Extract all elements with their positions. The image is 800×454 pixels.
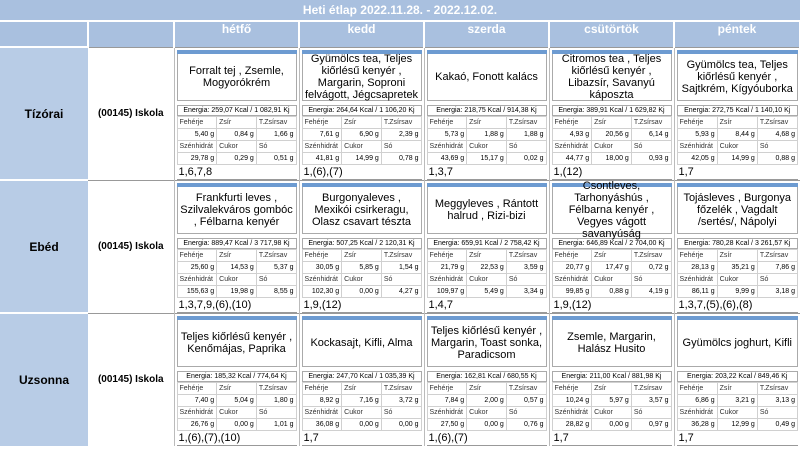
value-tzsirsav: 3,72 g	[381, 394, 421, 406]
value-zsir: 5,97 g	[592, 394, 632, 406]
food-items: Gyümölcs tea, Teljes kiőrlésű kenyér , Sajtkrém, Kígyóuborka	[677, 54, 799, 101]
menu-table	[0, 20, 800, 446]
label-szenhidrat: Szénhidrát	[552, 273, 592, 285]
value-tzsirsav: 1,66 g	[256, 128, 296, 140]
label-cukor: Cukor	[217, 140, 257, 152]
label-so: Só	[506, 406, 546, 418]
label-so: Só	[381, 406, 421, 418]
label-zsir: Zsír	[467, 249, 507, 261]
label-zsir: Zsír	[717, 382, 757, 394]
value-so: 3,18 g	[757, 285, 797, 297]
value-feherje: 21,79 g	[427, 261, 467, 273]
value-tzsirsav: 2,39 g	[381, 128, 421, 140]
value-zsir: 7,16 g	[342, 394, 382, 406]
label-so: Só	[256, 140, 296, 152]
day-header-row	[0, 21, 800, 47]
value-cukor: 0,00 g	[592, 418, 632, 430]
menu-cell	[300, 50, 424, 180]
energy-value: Energia: 646,89 Kcal / 2 704,00 Kj	[552, 238, 672, 249]
label-szenhidrat: Szénhidrát	[677, 273, 717, 285]
menu-cell	[175, 183, 299, 313]
value-zsir: 1,88 g	[467, 128, 507, 140]
energy-value: Energia: 272,75 Kcal / 1 140,10 Kj	[677, 105, 799, 116]
nutrition-table	[177, 116, 297, 165]
value-zsir: 17,47 g	[592, 261, 632, 273]
value-zsir: 3,21 g	[717, 394, 757, 406]
header-corner-school	[88, 21, 174, 47]
menu-cell	[550, 183, 674, 313]
label-zsir: Zsír	[717, 249, 757, 261]
meal-name: Uzsonna	[0, 313, 88, 446]
day-cell	[299, 47, 424, 180]
energy-value: Energia: 218,75 Kcal / 914,38 Kj	[427, 105, 547, 116]
food-items: Tarhonyáshús , Félbarna kenyér , Vegyes vágott savanyúság	[552, 187, 672, 234]
label-tzsirsav: T.Zsírsav	[757, 116, 797, 128]
label-tzsirsav: T.Zsírsav	[256, 382, 296, 394]
energy-value: Energia: 264,64 Kcal / 1 106,20 Kj	[302, 105, 422, 116]
menu-cell	[300, 316, 424, 446]
label-szenhidrat: Szénhidrát	[427, 406, 467, 418]
allergen-codes: 1,(6),(7)	[427, 431, 547, 446]
day-cell	[549, 47, 674, 180]
label-szenhidrat: Szénhidrát	[427, 273, 467, 285]
value-szenhidrat: 36,28 g	[677, 418, 717, 430]
food-items: Frankfurti leves , Szilvalekváros gombóc , Félbarna kenyér	[177, 187, 297, 234]
day-cell	[549, 313, 674, 446]
value-cukor: 14,99 g	[342, 152, 382, 164]
value-feherje: 10,24 g	[552, 394, 592, 406]
value-tzsirsav: 5,37 g	[256, 261, 296, 273]
value-feherje: 20,77 g	[552, 261, 592, 273]
day-header-wednesday: szerda	[424, 21, 549, 47]
label-zsir: Zsír	[467, 382, 507, 394]
label-feherje: Fehérje	[177, 249, 217, 261]
day-cell	[299, 180, 424, 313]
label-szenhidrat: Szénhidrát	[177, 273, 217, 285]
energy-value: Energia: 389,91 Kcal / 1 629,82 Kj	[552, 105, 672, 116]
value-cukor: 9,99 g	[717, 285, 757, 297]
value-cukor: 5,49 g	[467, 285, 507, 297]
label-feherje: Fehérje	[302, 249, 342, 261]
value-so: 3,34 g	[506, 285, 546, 297]
meal-row	[0, 180, 800, 313]
label-szenhidrat: Szénhidrát	[677, 406, 717, 418]
allergen-codes: 1,(12)	[552, 165, 672, 180]
label-szenhidrat: Szénhidrát	[552, 406, 592, 418]
day-cell	[424, 180, 549, 313]
value-tzsirsav: 1,80 g	[256, 394, 296, 406]
label-feherje: Fehérje	[427, 249, 467, 261]
menu-cell	[675, 316, 800, 446]
value-so: 4,19 g	[631, 285, 671, 297]
allergen-codes: 1,6,7,8	[177, 165, 297, 180]
label-zsir: Zsír	[592, 382, 632, 394]
label-tzsirsav: T.Zsírsav	[506, 116, 546, 128]
food-items: Teljes kiőrlésű kenyér , Kenőmájas, Paprika	[177, 320, 297, 367]
label-zsir: Zsír	[217, 116, 257, 128]
label-so: Só	[256, 406, 296, 418]
value-cukor: 0,00 g	[217, 418, 257, 430]
label-cukor: Cukor	[717, 140, 757, 152]
label-szenhidrat: Szénhidrát	[552, 140, 592, 152]
label-so: Só	[381, 140, 421, 152]
label-feherje: Fehérje	[427, 116, 467, 128]
day-cell	[424, 313, 549, 446]
value-tzsirsav: 4,68 g	[757, 128, 797, 140]
menu-cell	[300, 183, 424, 313]
allergen-codes: 1,3,7	[427, 165, 547, 180]
label-so: Só	[506, 140, 546, 152]
label-szenhidrat: Szénhidrát	[427, 140, 467, 152]
label-szenhidrat: Szénhidrát	[302, 273, 342, 285]
energy-value: Energia: 247,70 Kcal / 1 035,39 Kj	[302, 371, 422, 382]
label-feherje: Fehérje	[552, 382, 592, 394]
value-zsir: 6,90 g	[342, 128, 382, 140]
label-zsir: Zsír	[592, 116, 632, 128]
energy-value: Energia: 780,28 Kcal / 3 261,57 Kj	[677, 238, 799, 249]
food-items: Citromos tea , Teljes kiőrlésű kenyér , Libazsír, Savanyú káposzta	[552, 54, 672, 101]
value-szenhidrat: 99,85 g	[552, 285, 592, 297]
value-szenhidrat: 36,08 g	[302, 418, 342, 430]
label-szenhidrat: Szénhidrát	[302, 140, 342, 152]
label-tzsirsav: T.Zsírsav	[506, 249, 546, 261]
value-tzsirsav: 1,54 g	[381, 261, 421, 273]
allergen-codes: 1,9,(12)	[552, 298, 672, 313]
nutrition-table	[677, 116, 799, 165]
value-so: 0,78 g	[381, 152, 421, 164]
day-cell	[674, 47, 800, 180]
value-so: 0,93 g	[631, 152, 671, 164]
label-zsir: Zsír	[342, 382, 382, 394]
energy-value: Energia: 507,25 Kcal / 2 120,31 Kj	[302, 238, 422, 249]
energy-value: Energia: 162,81 Kcal / 680,55 Kj	[427, 371, 547, 382]
value-feherje: 7,61 g	[302, 128, 342, 140]
label-so: Só	[631, 406, 671, 418]
value-cukor: 0,29 g	[217, 152, 257, 164]
value-so: 0,76 g	[506, 418, 546, 430]
label-feherje: Fehérje	[677, 382, 717, 394]
value-szenhidrat: 86,11 g	[677, 285, 717, 297]
nutrition-table	[177, 249, 297, 298]
day-cell	[424, 47, 549, 180]
label-so: Só	[757, 140, 797, 152]
value-zsir: 8,44 g	[717, 128, 757, 140]
value-zsir: 2,00 g	[467, 394, 507, 406]
allergen-codes: 1,7	[677, 165, 799, 180]
label-cukor: Cukor	[592, 140, 632, 152]
nutrition-table	[427, 382, 547, 431]
allergen-codes: 1,7	[677, 431, 799, 446]
value-zsir: 5,85 g	[342, 261, 382, 273]
label-tzsirsav: T.Zsírsav	[381, 116, 421, 128]
energy-value: Energia: 259,07 Kcal / 1 082,91 Kj	[177, 105, 297, 116]
label-feherje: Fehérje	[177, 382, 217, 394]
label-zsir: Zsír	[467, 116, 507, 128]
value-feherje: 7,40 g	[177, 394, 217, 406]
label-cukor: Cukor	[592, 406, 632, 418]
value-feherje: 5,40 g	[177, 128, 217, 140]
nutrition-table	[677, 382, 799, 431]
label-szenhidrat: Szénhidrát	[677, 140, 717, 152]
value-so: 1,01 g	[256, 418, 296, 430]
energy-value: Energia: 203,22 Kcal / 849,46 Kj	[677, 371, 799, 382]
label-tzsirsav: T.Zsírsav	[631, 249, 671, 261]
label-cukor: Cukor	[717, 406, 757, 418]
day-cell	[174, 313, 299, 446]
value-tzsirsav: 3,59 g	[506, 261, 546, 273]
value-zsir: 22,53 g	[467, 261, 507, 273]
energy-value: Energia: 185,32 Kcal / 774,64 Kj	[177, 371, 297, 382]
page-title: Heti étlap 2022.11.28. - 2022.12.02.	[0, 0, 800, 20]
value-so: 4,27 g	[381, 285, 421, 297]
label-cukor: Cukor	[217, 406, 257, 418]
label-zsir: Zsír	[342, 116, 382, 128]
energy-value: Energia: 889,47 Kcal / 3 717,98 Kj	[177, 238, 297, 249]
value-feherje: 28,13 g	[677, 261, 717, 273]
menu-cell	[425, 50, 549, 180]
nutrition-table	[677, 249, 799, 298]
food-items: Kockasajt, Kifli, Alma	[302, 320, 422, 367]
label-feherje: Fehérje	[302, 116, 342, 128]
allergen-codes: 1,7	[302, 431, 422, 446]
value-so: 0,49 g	[757, 418, 797, 430]
food-items: Gyümölcs joghurt, Kifli	[677, 320, 799, 367]
value-feherje: 25,60 g	[177, 261, 217, 273]
food-items: Forralt tej , Zsemle, Mogyorókrém	[177, 54, 297, 101]
label-tzsirsav: T.Zsírsav	[757, 249, 797, 261]
value-cukor: 14,99 g	[717, 152, 757, 164]
label-feherje: Fehérje	[427, 382, 467, 394]
value-cukor: 0,00 g	[342, 418, 382, 430]
label-zsir: Zsír	[717, 116, 757, 128]
label-so: Só	[631, 273, 671, 285]
label-tzsirsav: T.Zsírsav	[631, 116, 671, 128]
menu-cell	[675, 183, 800, 313]
meal-row	[0, 47, 800, 180]
value-szenhidrat: 28,82 g	[552, 418, 592, 430]
value-szenhidrat: 26,76 g	[177, 418, 217, 430]
value-szenhidrat: 29,78 g	[177, 152, 217, 164]
value-feherje: 5,73 g	[427, 128, 467, 140]
menu-cell	[175, 50, 299, 180]
allergen-codes: 1,(6),(7),(10)	[177, 431, 297, 446]
label-so: Só	[757, 406, 797, 418]
allergen-codes: 1,4,7	[427, 298, 547, 313]
value-tzsirsav: 0,57 g	[506, 394, 546, 406]
menu-cell	[425, 316, 549, 446]
value-szenhidrat: 109,97 g	[427, 285, 467, 297]
label-cukor: Cukor	[717, 273, 757, 285]
value-so: 0,88 g	[757, 152, 797, 164]
day-cell	[299, 313, 424, 446]
value-so: 0,00 g	[381, 418, 421, 430]
menu-cell	[425, 183, 549, 313]
food-items: Burgonyaleves , Mexikói csirkeragu, Olasz csavart tészta	[302, 187, 422, 234]
label-so: Só	[631, 140, 671, 152]
label-zsir: Zsír	[342, 249, 382, 261]
value-cukor: 15,17 g	[467, 152, 507, 164]
value-tzsirsav: 1,88 g	[506, 128, 546, 140]
school-name: (00145) Iskola	[88, 313, 174, 446]
value-cukor: 18,00 g	[592, 152, 632, 164]
value-cukor: 19,98 g	[217, 285, 257, 297]
label-tzsirsav: T.Zsírsav	[506, 382, 546, 394]
value-feherje: 30,05 g	[302, 261, 342, 273]
day-cell	[674, 180, 800, 313]
label-tzsirsav: T.Zsírsav	[381, 249, 421, 261]
value-feherje: 5,93 g	[677, 128, 717, 140]
energy-value: Energia: 211,00 Kcal / 881,98 Kj	[552, 371, 672, 382]
value-feherje: 6,86 g	[677, 394, 717, 406]
nutrition-table	[552, 116, 672, 165]
label-tzsirsav: T.Zsírsav	[757, 382, 797, 394]
label-so: Só	[757, 273, 797, 285]
school-name: (00145) Iskola	[88, 47, 174, 180]
menu-cell	[550, 316, 674, 446]
nutrition-table	[302, 249, 422, 298]
value-zsir: 35,21 g	[717, 261, 757, 273]
value-so: 0,97 g	[631, 418, 671, 430]
label-feherje: Fehérje	[552, 249, 592, 261]
value-so: 0,02 g	[506, 152, 546, 164]
menu-body	[0, 47, 800, 446]
value-szenhidrat: 44,77 g	[552, 152, 592, 164]
value-so: 8,55 g	[256, 285, 296, 297]
label-cukor: Cukor	[217, 273, 257, 285]
day-cell	[174, 180, 299, 313]
energy-value: Energia: 659,91 Kcal / 2 758,42 Kj	[427, 238, 547, 249]
day-header-tuesday: kedd	[299, 21, 424, 47]
meal-row	[0, 313, 800, 446]
value-szenhidrat: 27,50 g	[427, 418, 467, 430]
value-zsir: 5,04 g	[217, 394, 257, 406]
value-zsir: 14,53 g	[217, 261, 257, 273]
menu-cell	[550, 50, 674, 180]
label-tzsirsav: T.Zsírsav	[381, 382, 421, 394]
value-feherje: 4,93 g	[552, 128, 592, 140]
value-tzsirsav: 7,86 g	[757, 261, 797, 273]
nutrition-table	[177, 382, 297, 431]
value-tzsirsav: 3,13 g	[757, 394, 797, 406]
allergen-codes: 1,3,7,9,(6),(10)	[177, 298, 297, 313]
label-feherje: Fehérje	[677, 249, 717, 261]
food-items: Kakaó, Fonott kalács	[427, 54, 547, 101]
day-header-monday: hétfő	[174, 21, 299, 47]
allergen-codes: 1,9,(12)	[302, 298, 422, 313]
school-name: (00145) Iskola	[88, 180, 174, 313]
label-cukor: Cukor	[342, 406, 382, 418]
value-tzsirsav: 0,72 g	[631, 261, 671, 273]
value-cukor: 12,99 g	[717, 418, 757, 430]
value-szenhidrat: 42,05 g	[677, 152, 717, 164]
label-so: Só	[256, 273, 296, 285]
value-szenhidrat: 41,81 g	[302, 152, 342, 164]
day-cell	[674, 313, 800, 446]
day-header-thursday: csütörtök	[549, 21, 674, 47]
value-tzsirsav: 6,14 g	[631, 128, 671, 140]
label-so: Só	[381, 273, 421, 285]
label-feherje: Fehérje	[552, 116, 592, 128]
label-tzsirsav: T.Zsírsav	[631, 382, 671, 394]
label-zsir: Zsír	[217, 249, 257, 261]
value-cukor: 0,88 g	[592, 285, 632, 297]
meal-name: Ebéd	[0, 180, 88, 313]
nutrition-table	[302, 116, 422, 165]
value-szenhidrat: 43,69 g	[427, 152, 467, 164]
nutrition-table	[427, 116, 547, 165]
food-items: Teljes kiőrlésű kenyér , Margarin, Toast sonka, Paradicsom	[427, 320, 547, 367]
label-cukor: Cukor	[467, 140, 507, 152]
menu-cell	[175, 316, 299, 446]
food-items: Tojásleves , Burgonya főzelék , Vagdalt /sertés/, Nápolyi	[677, 187, 799, 234]
day-header-friday: péntek	[674, 21, 800, 47]
meal-name: Tízórai	[0, 47, 88, 180]
label-cukor: Cukor	[342, 140, 382, 152]
food-items: Gyümölcs tea, Teljes kiőrlésű kenyér , Margarin, Soproni felvágott, Jégcsapretek	[302, 54, 422, 101]
value-feherje: 8,92 g	[302, 394, 342, 406]
value-zsir: 0,84 g	[217, 128, 257, 140]
value-szenhidrat: 155,63 g	[177, 285, 217, 297]
value-feherje: 7,84 g	[427, 394, 467, 406]
nutrition-table	[552, 382, 672, 431]
allergen-codes: 1,(6),(7)	[302, 165, 422, 180]
label-cukor: Cukor	[592, 273, 632, 285]
value-zsir: 20,56 g	[592, 128, 632, 140]
label-feherje: Fehérje	[302, 382, 342, 394]
label-feherje: Fehérje	[177, 116, 217, 128]
label-zsir: Zsír	[592, 249, 632, 261]
nutrition-table	[427, 249, 547, 298]
nutrition-table	[552, 249, 672, 298]
allergen-codes: 1,3,7,(5),(6),(8)	[677, 298, 799, 313]
label-so: Só	[506, 273, 546, 285]
menu-cell	[675, 50, 800, 180]
day-cell	[549, 180, 674, 313]
value-tzsirsav: 3,57 g	[631, 394, 671, 406]
header-corner	[0, 21, 88, 47]
food-items: Meggyleves , Rántott halrud , Rizi-bizi	[427, 187, 547, 234]
label-cukor: Cukor	[467, 273, 507, 285]
label-cukor: Cukor	[467, 406, 507, 418]
value-cukor: 0,00 g	[342, 285, 382, 297]
food-items: Zsemle, Margarin, Halász Husito	[552, 320, 672, 367]
allergen-codes: 1,7	[552, 431, 672, 446]
value-cukor: 0,00 g	[467, 418, 507, 430]
value-szenhidrat: 102,30 g	[302, 285, 342, 297]
label-szenhidrat: Szénhidrát	[177, 406, 217, 418]
nutrition-table	[302, 382, 422, 431]
day-cell	[174, 47, 299, 180]
value-so: 0,51 g	[256, 152, 296, 164]
label-cukor: Cukor	[342, 273, 382, 285]
label-tzsirsav: T.Zsírsav	[256, 249, 296, 261]
label-szenhidrat: Szénhidrát	[177, 140, 217, 152]
label-feherje: Fehérje	[677, 116, 717, 128]
label-zsir: Zsír	[217, 382, 257, 394]
label-tzsirsav: T.Zsírsav	[256, 116, 296, 128]
label-szenhidrat: Szénhidrát	[302, 406, 342, 418]
